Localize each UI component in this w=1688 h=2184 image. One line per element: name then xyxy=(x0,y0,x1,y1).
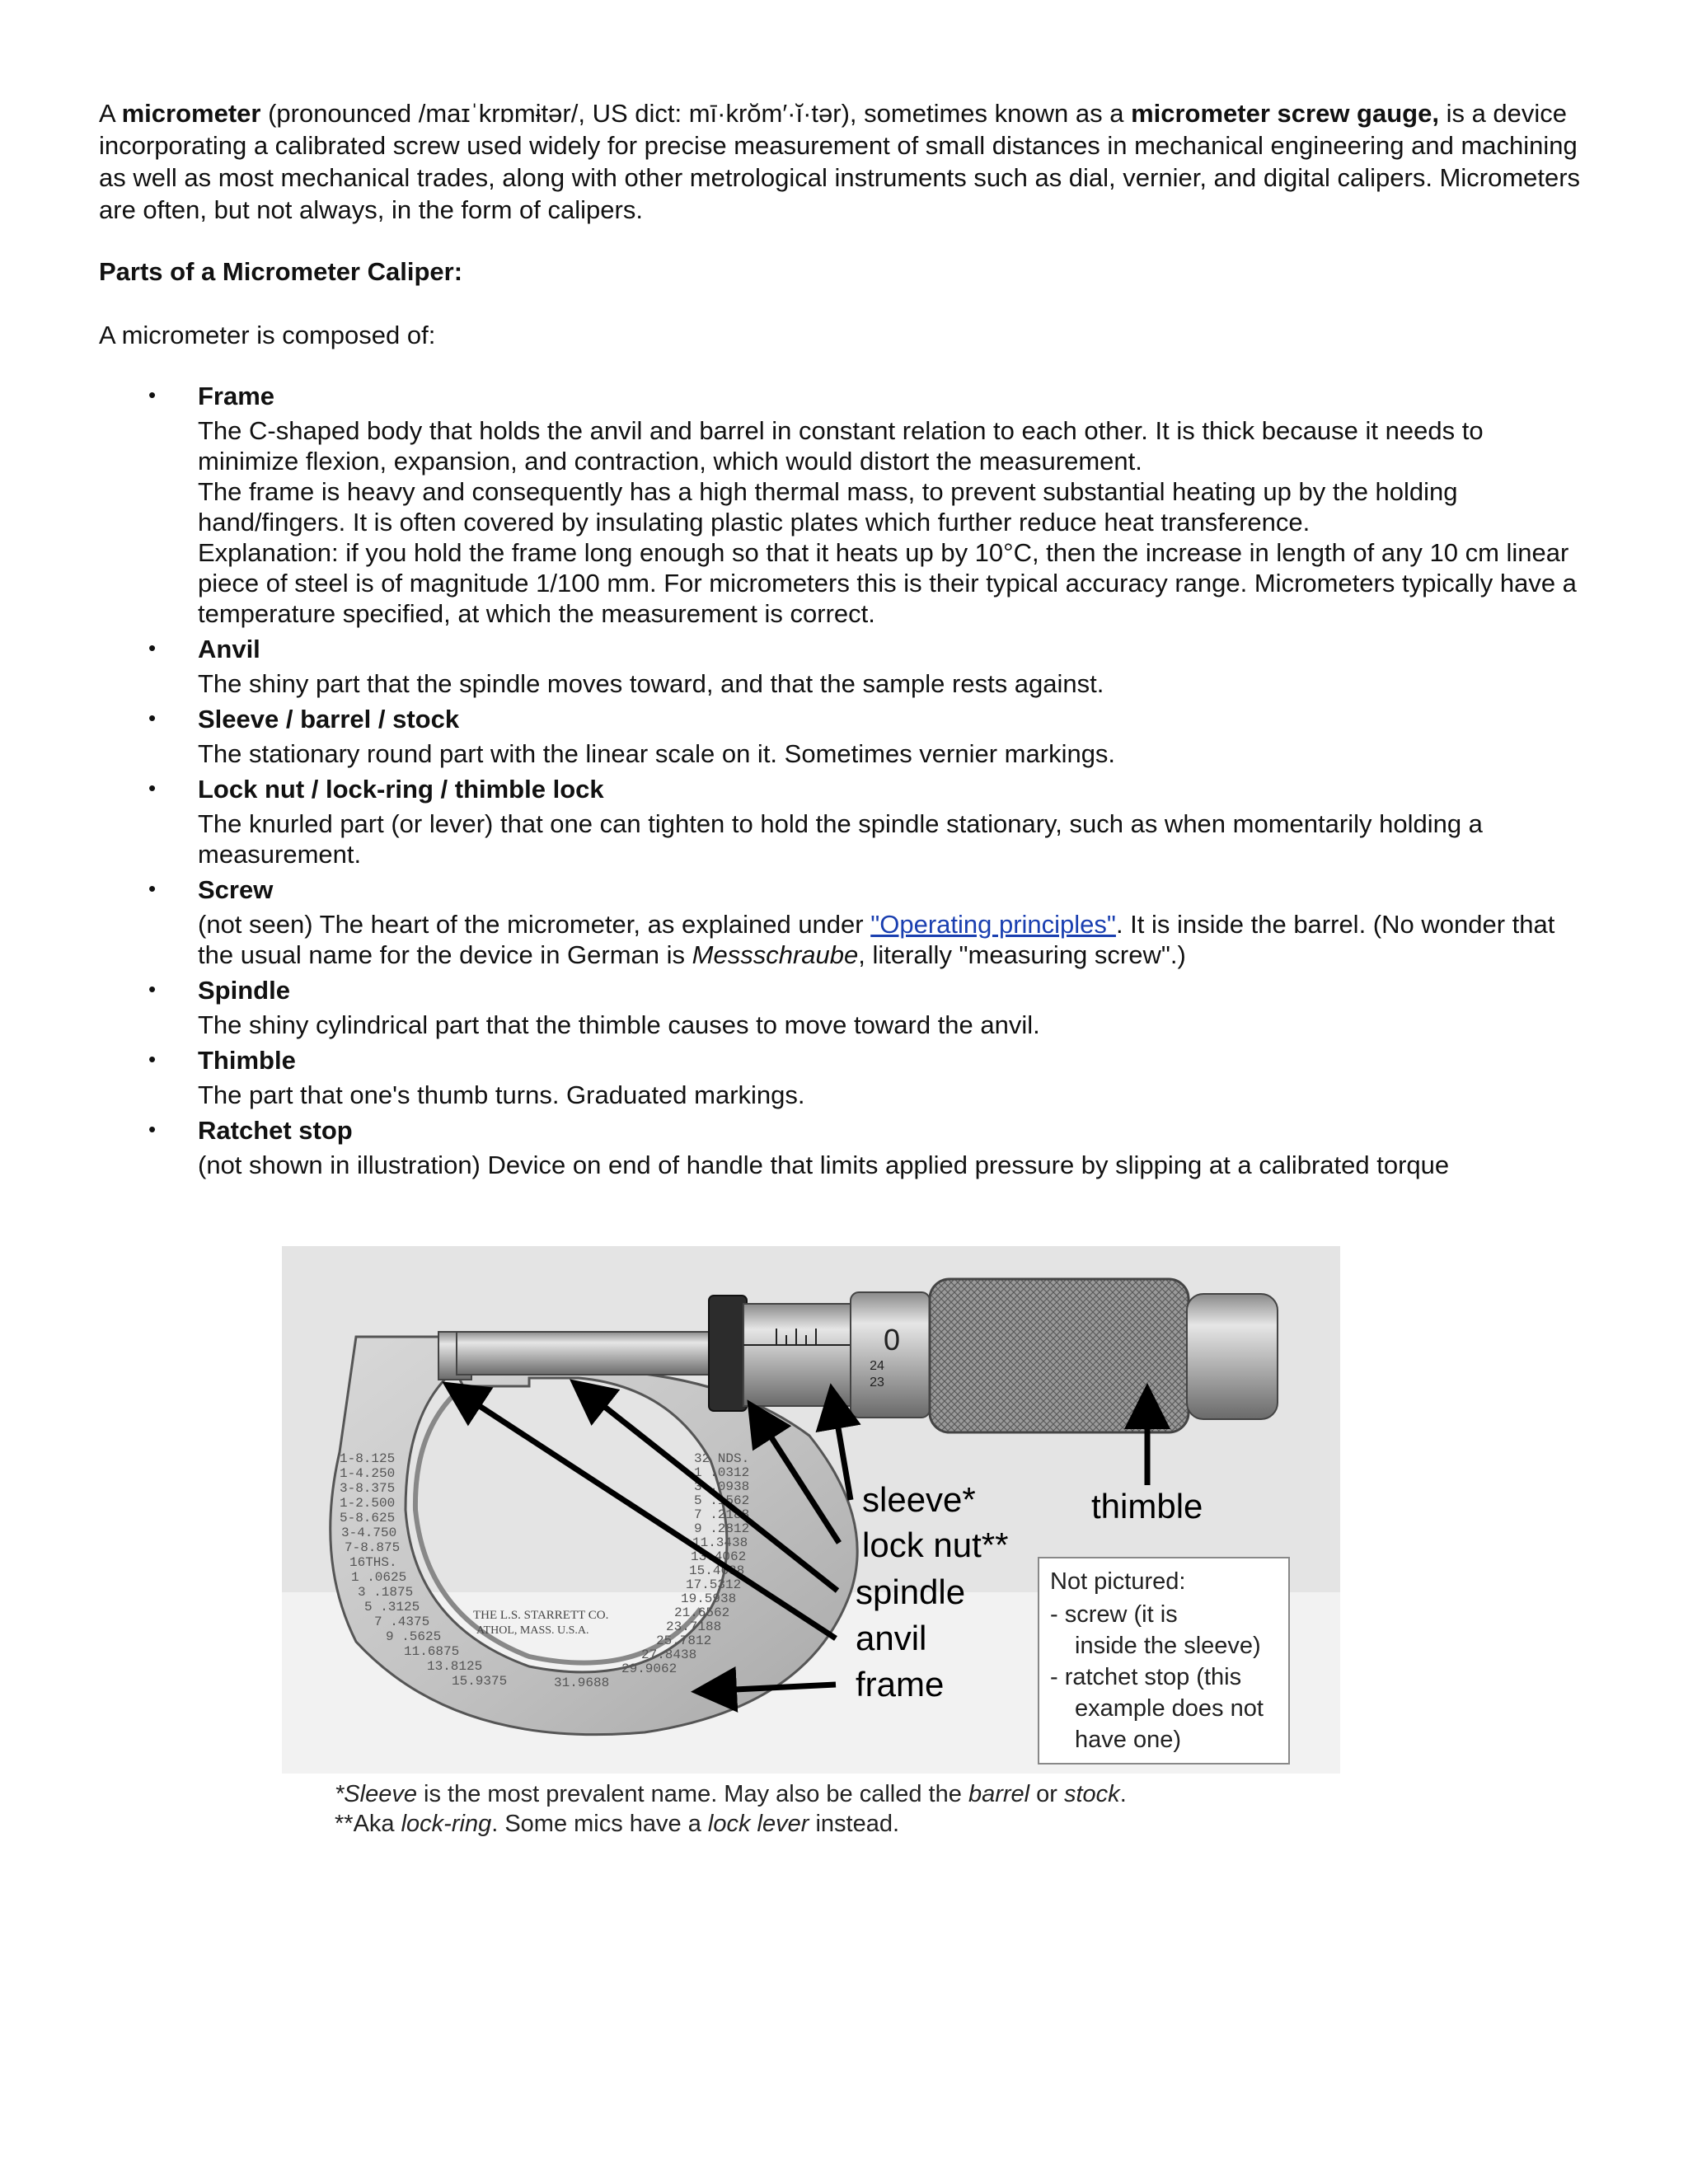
part-description: The shiny cylindrical part that the thimble causes to move toward the anvil. xyxy=(198,1010,1040,1039)
screw-desc-text: , literally "measuring screw".) xyxy=(858,940,1186,969)
list-item-screw xyxy=(99,873,1591,970)
not-pictured-line: - screw (it is xyxy=(1050,1601,1178,1628)
engraving-text: 23.7188 xyxy=(666,1619,722,1634)
part-name: Frame xyxy=(198,382,275,410)
bullet-icon: • xyxy=(148,1117,157,1141)
parts-list xyxy=(99,379,1591,1180)
footnote-term: barrel xyxy=(968,1781,1030,1807)
thimble-number: 23 xyxy=(870,1376,884,1390)
maker-mark: THE L.S. STARRETT CO. xyxy=(473,1609,609,1622)
document-body xyxy=(99,97,1591,1183)
engraving-text: 9 .5625 xyxy=(386,1629,442,1644)
footnote-text: **Aka xyxy=(335,1811,401,1837)
footnote-text: is the most prevalent name. May also be called the xyxy=(416,1781,968,1807)
engraving-text: 32 NDS. xyxy=(694,1451,750,1466)
footnote-text: or xyxy=(1029,1781,1064,1807)
screw-desc-text: . It is inside the barrel. (No wonder that the usual name for the device in German is xyxy=(198,910,1555,969)
engraving-text: 16THS. xyxy=(349,1555,397,1570)
thimble-end-cap xyxy=(1187,1294,1278,1419)
engraving-text: 7 .2188 xyxy=(694,1507,750,1522)
micrometer-diagram xyxy=(282,1246,1340,1840)
part-name: Thimble xyxy=(198,1046,296,1075)
lock-nut-part xyxy=(709,1296,747,1411)
engraving-text: 5 .1562 xyxy=(694,1493,750,1508)
list-item-lock-nut xyxy=(99,772,1591,869)
footnote-text: instead. xyxy=(809,1811,900,1837)
part-name: Screw xyxy=(198,875,274,904)
section-title: Parts of a Micrometer Caliper: xyxy=(99,257,463,286)
engraving-text: 5 .3125 xyxy=(364,1600,420,1615)
part-description: (not shown in illustration) Device on end of handle that limits applied pressure by slipping at a calibrated torque xyxy=(198,1151,1450,1179)
bullet-icon: • xyxy=(148,705,157,730)
frame-desc-3: Explanation: if you hold the frame long enough so that it heats up by 10°C, then the increase in length of any 10 cm linear piece of steel is of magnitude 1/100 mm. For micrometers this is their typical accuracy range. Micrometers typically have a temperature specified, at which the measurement is correct. xyxy=(198,538,1577,628)
term-micrometer-screw-gauge: micrometer screw gauge, xyxy=(1131,99,1439,128)
bullet-icon: • xyxy=(148,382,157,407)
figure-footnote-2 xyxy=(335,1811,899,1837)
composed-of-text: A micrometer is composed of: xyxy=(99,321,436,349)
engraving-text: 7-8.875 xyxy=(345,1540,401,1555)
label-frame: frame xyxy=(856,1665,945,1704)
engraving-text: 29.9062 xyxy=(621,1661,678,1676)
list-item-spindle xyxy=(99,973,1591,1040)
list-item-frame xyxy=(99,379,1591,629)
frame-desc-2: The frame is heavy and consequently has a high thermal mass, to prevent substantial heating up by the holding hand/fingers. It is often covered by insulating plastic plates which further reduce heat transference. xyxy=(198,477,1458,537)
list-item-sleeve xyxy=(99,702,1591,769)
part-description xyxy=(198,909,1591,970)
part-name: Spindle xyxy=(198,976,290,1005)
engraving-text: 13.8125 xyxy=(427,1659,483,1674)
footnote-term: lock lever xyxy=(707,1811,809,1837)
engraving-text: 9 .2812 xyxy=(694,1521,750,1536)
intro-description: is a device incorporating a calibrated screw used widely for precise measurement of small distances in mechanical engineering and machining as well as most mechanical trades, along with other metrological instruments such as dial, vernier, and digital calipers. Micrometers are often, but not always, in the form of calipers. xyxy=(99,99,1581,224)
bullet-icon: • xyxy=(148,1047,157,1071)
engraving-text: 3 .0938 xyxy=(694,1479,750,1494)
engraving-text: 17.5312 xyxy=(686,1577,742,1592)
list-item-ratchet-stop xyxy=(99,1113,1591,1180)
engraving-text: 1-4.250 xyxy=(340,1466,396,1481)
bullet-icon: • xyxy=(148,977,157,1001)
engraving-text: 1 .0625 xyxy=(351,1570,407,1585)
sleeve-part xyxy=(743,1304,851,1406)
engraving-text: 5-8.625 xyxy=(340,1511,396,1526)
engraving-text: 31.9688 xyxy=(554,1675,610,1690)
engraving-text: 15.9375 xyxy=(452,1674,508,1689)
part-name: Anvil xyxy=(198,635,260,663)
list-item-anvil xyxy=(99,632,1591,699)
operating-principles-link[interactable]: "Operating principles" xyxy=(870,910,1116,939)
label-anvil: anvil xyxy=(856,1619,927,1657)
figure-footnote-1 xyxy=(335,1781,1127,1807)
thimble-number: 0 xyxy=(883,1323,901,1357)
part-name: Sleeve / barrel / stock xyxy=(198,705,460,733)
footnote-text: . Some mics have a xyxy=(491,1811,708,1837)
intro-text: A xyxy=(99,99,122,128)
engraving-text: 11.3438 xyxy=(692,1535,748,1550)
part-description: The knurled part (or lever) that one can tighten to hold the spindle stationary, such as when momentarily holding a measurement. xyxy=(198,809,1483,869)
not-pictured-line: example does not xyxy=(1075,1695,1264,1722)
part-description: The stationary round part with the linear scale on it. Sometimes vernier markings. xyxy=(198,739,1116,768)
engraving-text: 7 .4375 xyxy=(374,1615,430,1629)
frame-desc-1: The C-shaped body that holds the anvil and barrel in constant relation to each other. It is thick because it needs to minimize flexion, expansion, and contraction, which would distort the measurement. xyxy=(198,416,1484,476)
label-thimble: thimble xyxy=(1091,1487,1203,1526)
engraving-text: 1-2.500 xyxy=(340,1496,396,1511)
footnote-term: lock-ring xyxy=(401,1811,492,1837)
thimble-number: 24 xyxy=(870,1359,884,1373)
label-lock-nut: lock nut** xyxy=(862,1526,1009,1564)
part-description: The part that one's thumb turns. Graduated markings. xyxy=(198,1080,805,1109)
footnote-term: *Sleeve xyxy=(335,1781,417,1807)
part-name: Ratchet stop xyxy=(198,1116,353,1145)
engraving-text: 15.4688 xyxy=(689,1563,745,1578)
maker-mark: ATHOL, MASS. U.S.A. xyxy=(476,1624,589,1637)
footnote-text: . xyxy=(1119,1781,1127,1807)
micrometer-figure xyxy=(282,1246,1340,1840)
engraving-text: 3-4.750 xyxy=(341,1526,397,1540)
bullet-icon: • xyxy=(148,635,157,660)
footnote-term: stock xyxy=(1064,1781,1120,1807)
engraving-text: 1 .0312 xyxy=(694,1465,750,1480)
intro-paragraph xyxy=(99,97,1591,226)
label-sleeve: sleeve* xyxy=(862,1480,976,1519)
part-description: The shiny part that the spindle moves toward, and that the sample rests against. xyxy=(198,669,1104,698)
engraving-text: 3 .1875 xyxy=(358,1585,414,1600)
label-spindle: spindle xyxy=(856,1572,966,1611)
spindle-part xyxy=(457,1332,712,1375)
engraving-text: 25.7812 xyxy=(656,1633,712,1648)
list-item-thimble xyxy=(99,1043,1591,1110)
engraving-text: 3-8.375 xyxy=(340,1481,396,1496)
engraving-text: 1-8.125 xyxy=(340,1451,396,1466)
intro-pronunciation: (pronounced /maɪˈkrɒmɨtər/, US dict: mī·krŏm′·ĭ·tər), sometimes known as a xyxy=(260,99,1132,128)
messschraube-term: Messschraube xyxy=(692,940,859,969)
part-description xyxy=(198,415,1591,629)
engraving-text: 13.4062 xyxy=(691,1549,747,1564)
screw-desc-text: (not seen) The heart of the micrometer, as explained under xyxy=(198,910,871,939)
not-pictured-line: - ratchet stop (this xyxy=(1050,1664,1242,1690)
engraving-text: 27.8438 xyxy=(641,1647,697,1662)
term-micrometer: micrometer xyxy=(121,99,261,128)
part-name: Lock nut / lock-ring / thimble lock xyxy=(198,775,604,804)
not-pictured-title: Not pictured: xyxy=(1050,1568,1186,1595)
bullet-icon: • xyxy=(148,776,157,800)
engraving-text: 21.6562 xyxy=(674,1605,730,1620)
engraving-text: 11.6875 xyxy=(404,1644,460,1659)
engraving-text: 19.5938 xyxy=(681,1591,737,1606)
not-pictured-line: have one) xyxy=(1075,1727,1181,1753)
not-pictured-line: inside the sleeve) xyxy=(1075,1633,1261,1659)
bullet-icon: • xyxy=(148,876,157,901)
